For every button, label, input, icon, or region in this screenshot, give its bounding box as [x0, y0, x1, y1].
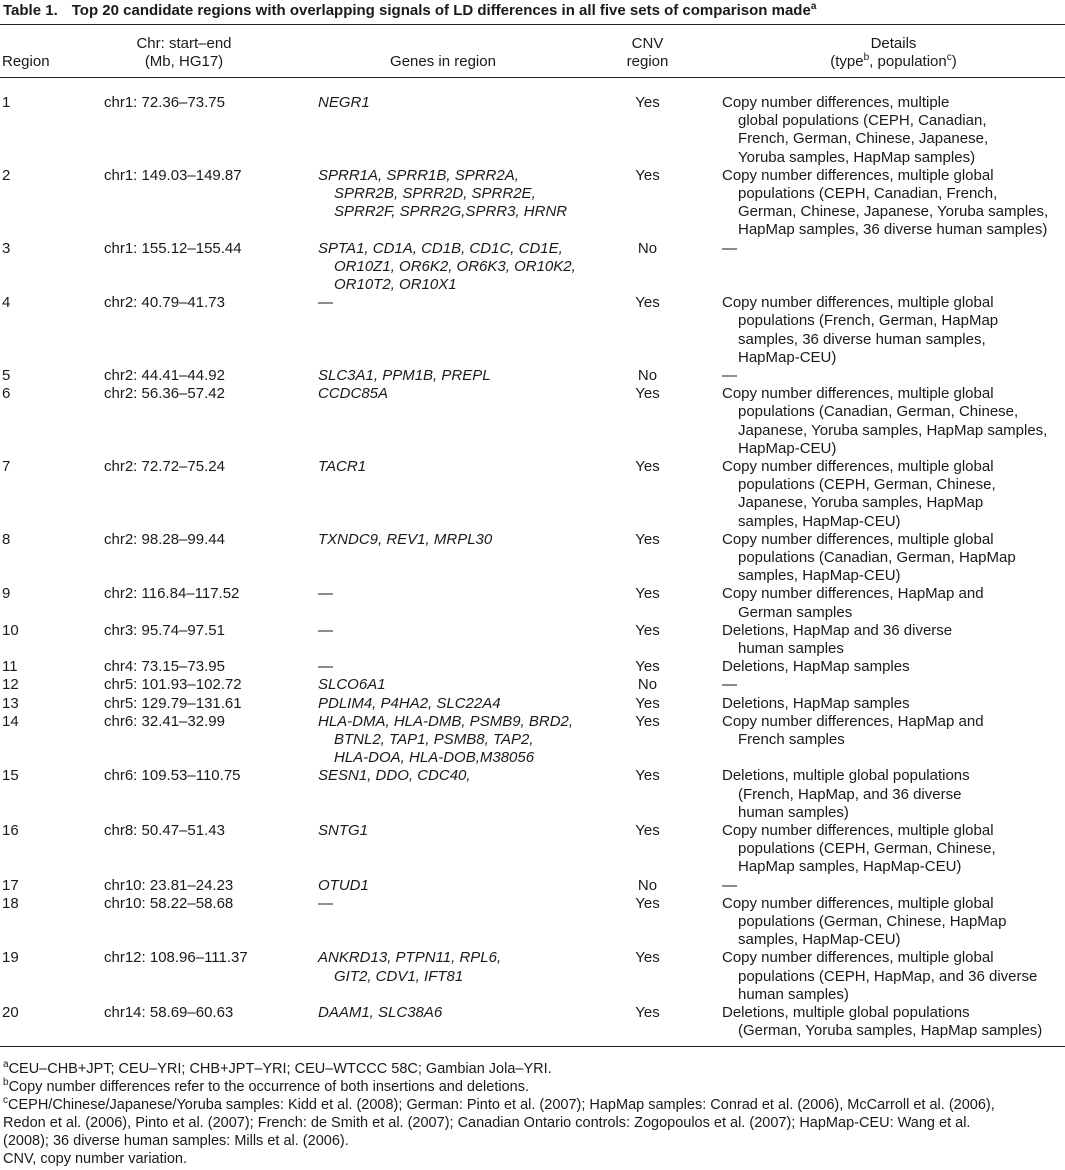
region-number: 7	[2, 458, 11, 475]
footnote-text: CEPH/Chinese/Japanese/Yoruba samples: Kidd et al. (2008); German: Pinto et al. (2007); HapMap samples: Conrad et al. (2006), McCarroll et al. (2006),	[8, 1097, 995, 1113]
header-genes: Genes in region	[390, 53, 496, 70]
details-line: Copy number differences, multiple global	[722, 949, 994, 967]
genes-in-region	[318, 94, 603, 112]
gene-line: SNTG1	[318, 822, 369, 839]
details-line: populations (CEPH, Canadian, French,	[738, 185, 998, 202]
details-line: Copy number differences, HapMap and	[722, 585, 984, 603]
region-number: 20	[2, 1004, 19, 1021]
genes-in-region	[318, 367, 603, 385]
gene-line: NEGR1	[318, 94, 370, 111]
gene-line: OTUD1	[318, 876, 369, 894]
genes-in-region	[318, 531, 603, 549]
table-label: Table 1.	[3, 2, 58, 19]
details-line: —	[722, 239, 737, 257]
chromosome-range: chr2: 44.41–44.92	[104, 367, 225, 384]
cnv-region-flag: No	[637, 676, 658, 694]
gene-line: HLA-DMA, HLA-DMB, PSMB9, BRD2,	[318, 712, 574, 730]
gene-line: SPRR2B, SPRR2D, SPRR2E,	[334, 185, 536, 202]
details	[722, 676, 1065, 694]
details	[722, 585, 1065, 621]
gene-line: BTNL2, TAP1, PSMB8, TAP2,	[334, 731, 534, 748]
genes-in-region	[318, 767, 603, 785]
genes-in-region	[318, 294, 603, 312]
gene-line: SLCO6A1	[318, 676, 386, 694]
details-line: French samples	[738, 731, 845, 748]
details	[722, 822, 1065, 877]
footnote-text: Redon et al. (2006), Pinto et al. (2007); French: de Smith et al. (2007); Canadian Ontario controls: Zogopoulos et al. (2007); HapMap-CEU: Wang et al.	[3, 1115, 971, 1131]
details	[722, 385, 1065, 458]
details	[722, 695, 1065, 713]
chromosome-range: chr1: 155.12–155.44	[104, 239, 242, 257]
footnote-marker: b	[3, 1077, 9, 1089]
genes-in-region	[318, 385, 603, 403]
gene-line: —	[318, 585, 333, 603]
chromosome-range: chr4: 73.15–73.95	[104, 658, 225, 676]
cnv-region-flag: Yes	[635, 294, 660, 312]
footnote-marker: a	[3, 1059, 9, 1071]
region-number: 13	[2, 694, 19, 712]
details-line: French, German, Chinese, Japanese,	[738, 130, 989, 148]
details	[722, 458, 1065, 531]
footnote	[3, 1150, 1063, 1168]
details	[722, 949, 1065, 1004]
chromosome-range: chr2: 116.84–117.52	[104, 585, 240, 603]
details-line: Deletions, HapMap and 36 diverse	[722, 621, 953, 639]
header-rule	[0, 77, 1065, 78]
region-number: 1	[2, 94, 11, 111]
genes-in-region	[318, 622, 603, 640]
region-number: 11	[2, 658, 18, 676]
title-footnote-marker: a	[810, 1, 817, 12]
genes-in-region	[318, 676, 603, 694]
footnote	[3, 1078, 1063, 1096]
table-caption	[3, 2, 1061, 20]
chromosome-range: chr3: 95.74–97.51	[104, 621, 225, 639]
region-number: 10	[2, 621, 19, 639]
details	[722, 877, 1065, 895]
chromosome-range: chr2: 98.28–99.44	[104, 530, 225, 548]
chromosome-range: chr1: 72.36–73.75	[104, 94, 225, 111]
gene-line: TXNDC9, REV1, MRPL30	[318, 530, 493, 548]
details-line: —	[722, 876, 737, 894]
region-number: 8	[2, 530, 11, 548]
footnote	[3, 1060, 1063, 1078]
details	[722, 94, 1065, 167]
details	[722, 1004, 1065, 1040]
details-line: samples, 36 diverse human samples,	[738, 330, 986, 348]
gene-line: —	[318, 658, 333, 676]
details	[722, 240, 1065, 258]
details-line: samples, HapMap-CEU)	[738, 567, 901, 585]
details-line: (German, Yoruba samples, HapMap samples)	[738, 1022, 1043, 1040]
cnv-region-flag: Yes	[635, 585, 660, 603]
details-line: populations (CEPH, German, Chinese,	[738, 840, 996, 858]
gene-line: —	[318, 621, 333, 639]
footnote-text: CEU–CHB+JPT; CEU–YRI; CHB+JPT–YRI; CEU–WTCCC 58C; Gambian Jola–YRI.	[8, 1061, 552, 1077]
gene-line: SPRR1A, SPRR1B, SPRR2A,	[318, 166, 519, 184]
gene-line: SLC3A1, PPM1B, PREPL	[318, 367, 491, 384]
genes-in-region	[318, 949, 603, 985]
details-line: Copy number differences, HapMap and	[722, 712, 984, 730]
details-line: Copy number differences, multiple global	[722, 822, 994, 839]
chromosome-range: chr2: 56.36–57.42	[104, 385, 225, 403]
cnv-region-flag: Yes	[635, 894, 660, 912]
top-rule	[0, 24, 1065, 25]
details-line: HapMap samples, 36 diverse human samples)	[738, 221, 1048, 239]
cnv-region-flag: No	[637, 239, 658, 257]
region-number: 19	[2, 949, 19, 967]
details-line: Copy number differences, multiple	[722, 94, 950, 111]
details-line: Copy number differences, multiple global	[722, 894, 994, 912]
details-line: HapMap-CEU)	[738, 348, 837, 366]
footnote-text: Copy number differences refer to the occurrence of both insertions and deletions.	[8, 1079, 529, 1095]
details-line: populations (German, Chinese, HapMap	[738, 913, 1007, 930]
region-number: 14	[2, 712, 19, 730]
footnote-text: CNV, copy number variation.	[3, 1151, 188, 1167]
footnote	[3, 1096, 1063, 1150]
details-line: (French, HapMap, and 36 diverse	[738, 785, 962, 803]
chromosome-range: chr2: 40.79–41.73	[104, 294, 225, 312]
details-line: global populations (CEPH, Canadian,	[738, 112, 987, 130]
details-line: human samples)	[738, 985, 849, 1003]
region-number: 12	[2, 676, 19, 694]
gene-line: CCDC85A	[318, 385, 389, 403]
gene-line: SPTA1, CD1A, CD1B, CD1C, CD1E,	[318, 239, 563, 257]
chromosome-range: chr10: 23.81–24.23	[104, 876, 234, 894]
chromosome-range: chr5: 129.79–131.61	[104, 694, 242, 712]
chromosome-range: chr5: 101.93–102.72	[104, 676, 242, 694]
details-line: HapMap samples, HapMap-CEU)	[738, 858, 962, 876]
details	[722, 895, 1065, 950]
gene-line: DAAM1, SLC38A6	[318, 1004, 443, 1021]
details-line: Copy number differences, multiple global	[722, 385, 994, 403]
gene-line: ANKRD13, PTPN11, RPL6,	[318, 949, 502, 967]
gene-line: OR10Z1, OR6K2, OR6K3, OR10K2,	[334, 257, 576, 275]
genes-in-region	[318, 658, 603, 676]
cnv-region-flag: Yes	[635, 458, 660, 475]
details-line: populations (CEPH, German, Chinese,	[738, 476, 996, 494]
cnv-region-flag: Yes	[635, 530, 660, 548]
cnv-region-flag: Yes	[635, 949, 660, 967]
cnv-region-flag: Yes	[635, 822, 660, 839]
header-chr: Chr: start–end (Mb, HG17)	[136, 35, 232, 70]
details-line: populations (Canadian, German, HapMap	[738, 549, 1016, 566]
cnv-region-flag: No	[637, 367, 658, 384]
details	[722, 167, 1065, 240]
details-line: Deletions, multiple global populations	[722, 767, 970, 785]
region-number: 15	[2, 767, 19, 785]
gene-line: SPRR2F, SPRR2G,SPRR3, HRNR	[334, 203, 568, 221]
genes-in-region	[318, 1004, 603, 1022]
genes-in-region	[318, 695, 603, 713]
gene-line: TACR1	[318, 458, 367, 475]
gene-line: —	[318, 894, 333, 912]
chromosome-range: chr2: 72.72–75.24	[104, 458, 225, 475]
details	[722, 294, 1065, 367]
region-number: 2	[2, 166, 11, 184]
gene-line: GIT2, CDV1, IFT81	[334, 967, 464, 985]
genes-in-region	[318, 822, 603, 840]
cnv-region-flag: Yes	[635, 694, 660, 712]
details-line: Yoruba samples, HapMap samples)	[738, 148, 976, 166]
chromosome-range: chr8: 50.47–51.43	[104, 822, 225, 839]
details-line: human samples)	[738, 803, 849, 821]
details	[722, 367, 1065, 385]
details-line: Copy number differences, multiple global	[722, 458, 994, 475]
details-line: populations (French, German, HapMap	[738, 312, 999, 330]
cnv-region-flag: No	[637, 876, 658, 894]
region-number: 9	[2, 585, 11, 603]
details	[722, 531, 1065, 586]
cnv-region-flag: Yes	[635, 621, 660, 639]
gene-line: SESN1, DDO, CDC40,	[318, 767, 471, 785]
header-details: Details (type$^b$, population$^c$)	[830, 35, 957, 70]
details-line: samples, HapMap-CEU)	[738, 512, 901, 530]
details-line: samples, HapMap-CEU)	[738, 931, 901, 949]
details-line: Japanese, Yoruba samples, HapMap samples,	[738, 421, 1048, 439]
details-line: human samples	[738, 640, 844, 657]
cnv-region-flag: Yes	[635, 385, 660, 403]
header-region: Region	[2, 53, 50, 70]
cnv-region-flag: Yes	[635, 1004, 660, 1021]
gene-line: OR10T2, OR10X1	[334, 276, 457, 293]
cnv-region-flag: Yes	[635, 94, 660, 111]
genes-in-region	[318, 240, 603, 295]
chromosome-range: chr12: 108.96–111.37	[104, 949, 248, 967]
details	[722, 658, 1065, 676]
header-cnv: CNV region	[626, 35, 669, 70]
details-line: —	[722, 676, 737, 694]
cnv-region-flag: Yes	[635, 166, 660, 184]
gene-line: —	[318, 294, 333, 312]
region-number: 4	[2, 294, 11, 312]
details	[722, 713, 1065, 749]
bottom-rule	[0, 1046, 1065, 1047]
gene-line: PDLIM4, P4HA2, SLC22A4	[318, 694, 501, 712]
details	[722, 767, 1065, 822]
genes-in-region	[318, 713, 603, 768]
chromosome-range: chr10: 58.22–58.68	[104, 894, 234, 912]
details-line: HapMap-CEU)	[738, 439, 837, 457]
details-line: Deletions, HapMap samples	[722, 658, 910, 676]
details-line: Deletions, multiple global populations	[722, 1004, 970, 1021]
region-number: 3	[2, 239, 11, 257]
details	[722, 622, 1065, 658]
region-number: 6	[2, 385, 11, 403]
details-line: Deletions, HapMap samples	[722, 694, 910, 712]
table-title: Top 20 candidate regions with overlapping signals of LD differences in all five sets of comparison made$^a$	[71, 1, 817, 19]
details-line: Copy number differences, multiple global	[722, 294, 994, 312]
genes-in-region	[318, 877, 603, 895]
genes-in-region	[318, 585, 603, 603]
gene-line: HLA-DOA, HLA-DOB,M38056	[334, 749, 535, 767]
cnv-region-flag: Yes	[635, 658, 660, 676]
chromosome-range: chr6: 109.53–110.75	[104, 767, 241, 785]
footnote-marker: c	[3, 1095, 8, 1107]
details-line: German, Chinese, Japanese, Yoruba samples,	[738, 203, 1049, 221]
genes-in-region	[318, 895, 603, 913]
details-line: Copy number differences, multiple global	[722, 530, 994, 548]
details-line: —	[722, 367, 737, 384]
details-line: German samples	[738, 603, 853, 621]
details-line: Japanese, Yoruba samples, HapMap	[738, 494, 984, 512]
details-line: Copy number differences, multiple global	[722, 166, 994, 184]
region-number: 17	[2, 876, 19, 894]
region-number: 18	[2, 894, 19, 912]
chromosome-range: chr6: 32.41–32.99	[104, 712, 225, 730]
genes-in-region	[318, 458, 603, 476]
region-number: 16	[2, 822, 19, 839]
footnote-text: (2008); 36 diverse human samples: Mills et al. (2006).	[3, 1133, 349, 1149]
chromosome-range: chr14: 58.69–60.63	[104, 1004, 234, 1021]
chromosome-range: chr1: 149.03–149.87	[104, 166, 242, 184]
details-line: populations (Canadian, German, Chinese,	[738, 403, 1019, 421]
genes-in-region	[318, 167, 603, 222]
region-number: 5	[2, 367, 11, 384]
cnv-region-flag: Yes	[635, 712, 660, 730]
details-line: populations (CEPH, HapMap, and 36 diverse	[738, 967, 1038, 985]
cnv-region-flag: Yes	[635, 767, 660, 785]
